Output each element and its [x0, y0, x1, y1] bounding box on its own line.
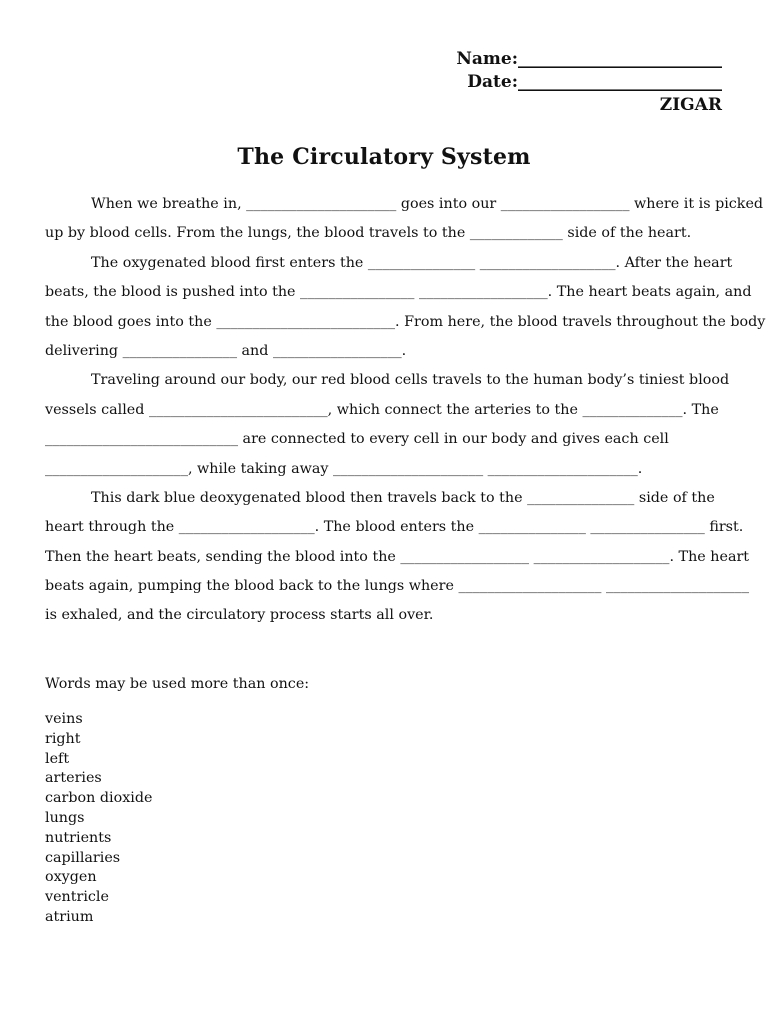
passage-line: ___________________________ are connected to every cell in our body and gives each cell: [45, 431, 669, 448]
word-item: atrium: [45, 908, 94, 925]
passage-line: heart through the ___________________. The blood enters the _______________ ________________ first.: [45, 519, 744, 536]
passage-line: Traveling around our body, our red blood cells travels to the human body’s tiniest blood: [91, 372, 730, 389]
passage-line: the blood goes into the _________________________. From here, the blood travels throughout the body: [45, 313, 766, 330]
word-item: lungs: [45, 809, 85, 826]
passage-line: up by blood cells. From the lungs, the blood travels to the _____________ side of the heart.: [45, 225, 692, 242]
word-item: right: [45, 730, 81, 747]
worksheet-header: [456, 48, 722, 117]
passage-line: beats again, pumping the blood back to the lungs where ____________________ ____________________: [45, 578, 749, 595]
word-bank: [45, 676, 309, 928]
passage-line: This dark blue deoxygenated blood then travels back to the _______________ side of the: [91, 489, 715, 506]
word-item: nutrients: [45, 829, 112, 846]
fill-in-passage: [45, 190, 766, 631]
passage-line: delivering ________________ and __________________.: [45, 342, 407, 359]
passage-line: vessels called _________________________, which connect the arteries to the ______________. The: [45, 401, 719, 418]
word-item: capillaries: [45, 849, 121, 866]
passage-line: When we breathe in, _____________________ goes into our __________________ where it is picked: [91, 196, 764, 212]
word-item: veins: [45, 711, 83, 727]
word-list: [45, 710, 309, 928]
page-title: The Circulatory System: [237, 144, 531, 170]
passage-line: Then the heart beats, sending the blood into the __________________ ___________________. The heart: [45, 548, 750, 565]
word-bank-heading: Words may be used more than once:: [45, 676, 310, 692]
passage-line: ____________________, while taking away _____________________ _____________________.: [45, 460, 643, 477]
date-field: Date:________________________: [467, 72, 722, 92]
passage-line: beats, the blood is pushed into the ________________ __________________. The heart beats again, and: [45, 284, 752, 301]
teacher-name: ZIGAR: [659, 95, 722, 115]
word-item: ventricle: [45, 889, 109, 906]
word-item: oxygen: [45, 869, 97, 886]
passage-line: is exhaled, and the circulatory process starts all over.: [45, 607, 434, 624]
word-item: carbon dioxide: [45, 790, 153, 807]
name-field: Name:________________________: [456, 49, 722, 69]
word-item: left: [45, 750, 70, 767]
word-item: arteries: [45, 770, 102, 787]
passage-line: The oxygenated blood first enters the _______________ ___________________. After the heart: [91, 254, 733, 271]
